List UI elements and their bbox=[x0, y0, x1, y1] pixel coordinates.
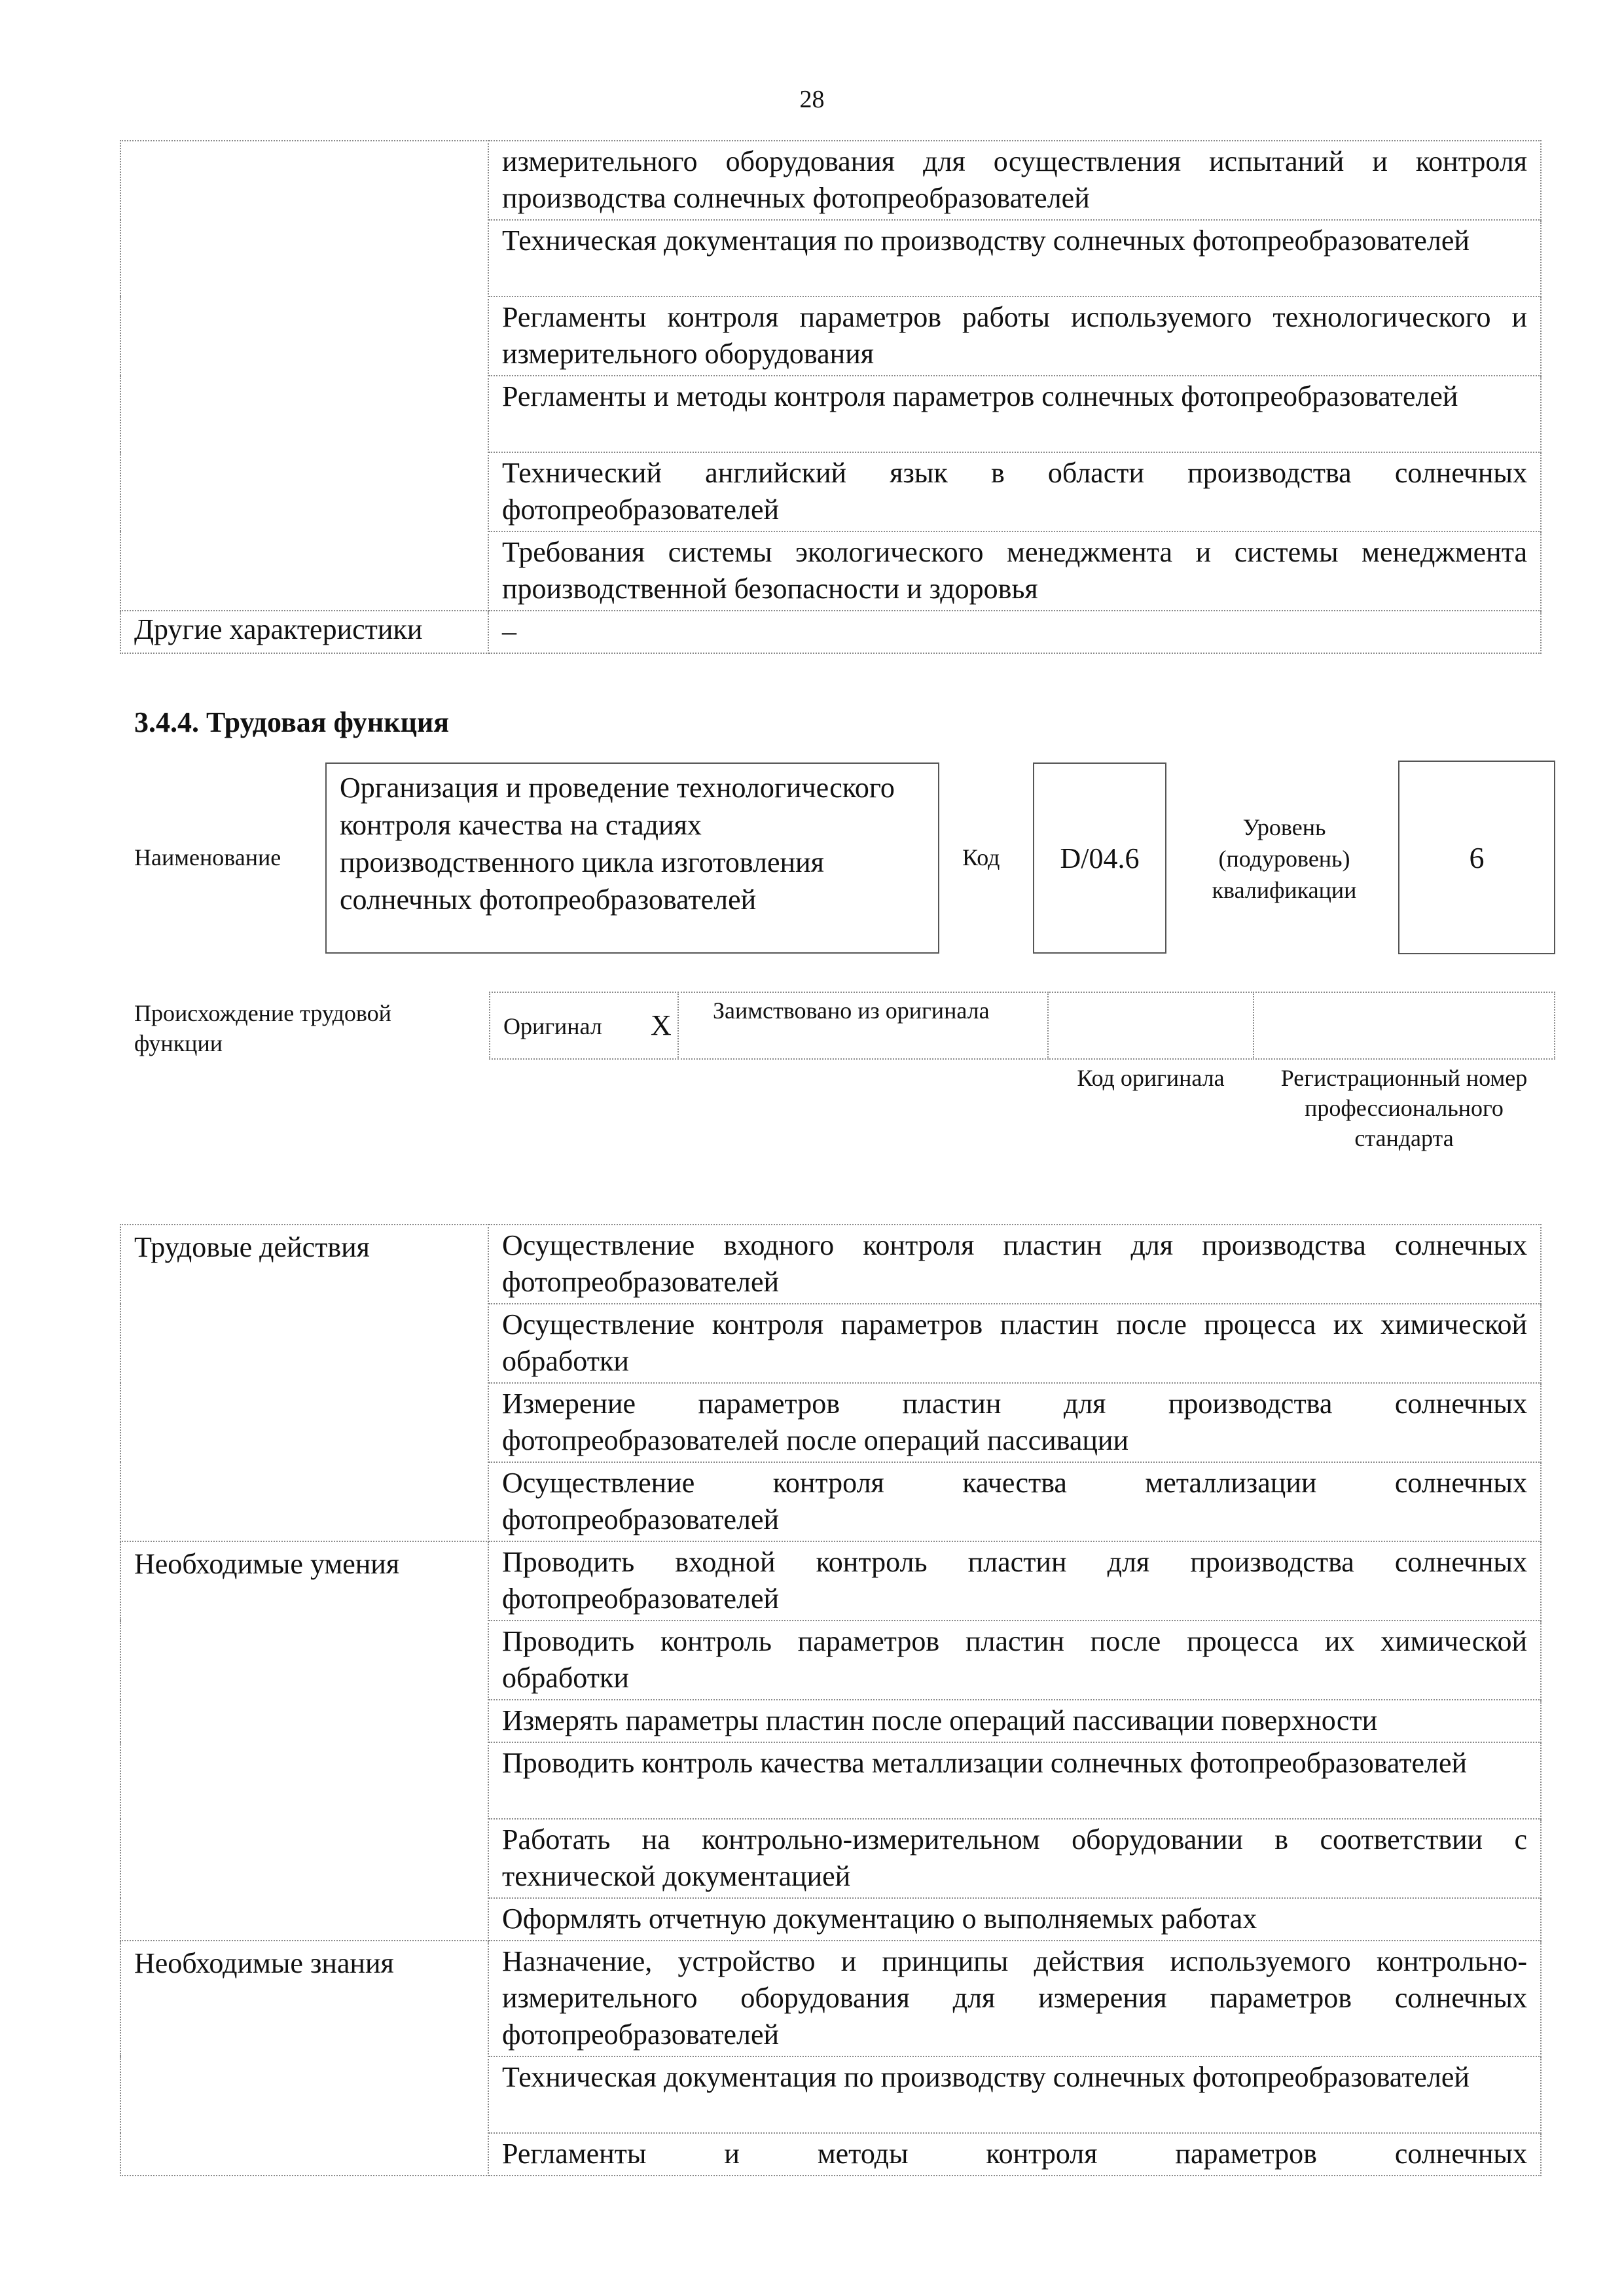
function-name-box bbox=[325, 762, 939, 954]
section-label: Трудовые действия bbox=[120, 1225, 488, 1541]
labor-function-table bbox=[120, 1224, 1542, 2176]
code-label: Код bbox=[962, 844, 1000, 870]
table-row: Осуществление контроля качества металлизации солнечных фотопреобразователей bbox=[488, 1462, 1541, 1541]
table-row: Назначение, устройство и принципы действия используемого контрольно-измерительного оборудования для измерения параметров солнечных фотопреобразователей bbox=[488, 1941, 1541, 2056]
table-row: Осуществление входного контроля пластин для производства солнечных фотопреобразователей bbox=[488, 1225, 1541, 1304]
registration-number-cell bbox=[1253, 992, 1555, 1060]
table-row: Регламенты и методы контроля параметров солнечных фотопреобразователей bbox=[488, 376, 1541, 452]
table-row: Проводить контроль параметров пластин после процесса их химической обработки bbox=[488, 1621, 1541, 1700]
other-characteristics-value: – bbox=[488, 611, 1541, 653]
table-row: Работать на контрольно-измерительном оборудовании в соответствии с технической документацией bbox=[488, 1819, 1541, 1898]
table-row: Проводить контроль качества металлизации солнечных фотопреобразователей bbox=[488, 1742, 1541, 1819]
table-row: Техническая документация по производству солнечных фотопреобразователей bbox=[488, 220, 1541, 296]
original-cell bbox=[489, 992, 679, 1060]
origin-label: Происхождение трудовой функции bbox=[134, 1000, 391, 1056]
code-value: D/04.6 bbox=[1060, 842, 1140, 874]
original-label: Оригинал bbox=[503, 1013, 602, 1039]
table-row: Требования системы экологического менеджмента и системы менеджмента производственной безопасности и здоровья bbox=[488, 531, 1541, 611]
other-characteristics-label: Другие характеристики bbox=[120, 611, 488, 653]
table-row: Проводить входной контроль пластин для производства солнечных фотопреобразователей bbox=[488, 1541, 1541, 1621]
borrowed-label: Заимствовано из оригинала bbox=[713, 997, 990, 1024]
code-box bbox=[1033, 762, 1166, 954]
table-row: измерительного оборудования для осуществления испытаний и контроля производства солнечных фотопреобразователей bbox=[488, 141, 1541, 220]
table-row: Измерение параметров пластин для производства солнечных фотопреобразователей после операций пассивации bbox=[488, 1383, 1541, 1462]
registration-number-caption: Регистрационный номер профессионального стандарта bbox=[1280, 1065, 1528, 1151]
name-label: Наименование bbox=[134, 844, 281, 870]
table-row: Регламенты и методы контроля параметров солнечных bbox=[488, 2133, 1541, 2176]
section-label: Необходимые умения bbox=[120, 1541, 488, 1941]
original-code-caption: Код оригинала bbox=[1077, 1065, 1225, 1091]
level-value: 6 bbox=[1469, 840, 1485, 874]
original-mark: X bbox=[651, 1009, 672, 1041]
level-box bbox=[1398, 761, 1555, 954]
table-row: Технический английский язык в области производства солнечных фотопреобразователей bbox=[488, 452, 1541, 531]
table-row: Техническая документация по производству солнечных фотопреобразователей bbox=[488, 2056, 1541, 2133]
page-number: 28 bbox=[799, 86, 825, 113]
table-row: Осуществление контроля параметров пластин после процесса их химической обработки bbox=[488, 1304, 1541, 1383]
table-row: Измерять параметры пластин после операций пассивации поверхности bbox=[488, 1700, 1541, 1742]
section-label: Необходимые знания bbox=[120, 1941, 488, 2176]
level-label: Уровень (подуровень) квалификации bbox=[1212, 814, 1357, 903]
borrowed-cell bbox=[677, 992, 1049, 1060]
original-code-cell bbox=[1047, 992, 1254, 1060]
table-row: Регламенты контроля параметров работы используемого технологического и измерительного оборудования bbox=[488, 296, 1541, 376]
empty-label-cell bbox=[120, 141, 488, 611]
section-title: 3.4.4. Трудовая функция bbox=[134, 706, 450, 738]
continuation-table bbox=[120, 140, 1542, 654]
function-name: Организация и проведение технологического контроля качества на стадиях производственного цикла изготовления солнечных фотопреобразователей bbox=[340, 772, 895, 916]
table-row: Оформлять отчетную документацию о выполняемых работах bbox=[488, 1898, 1541, 1941]
